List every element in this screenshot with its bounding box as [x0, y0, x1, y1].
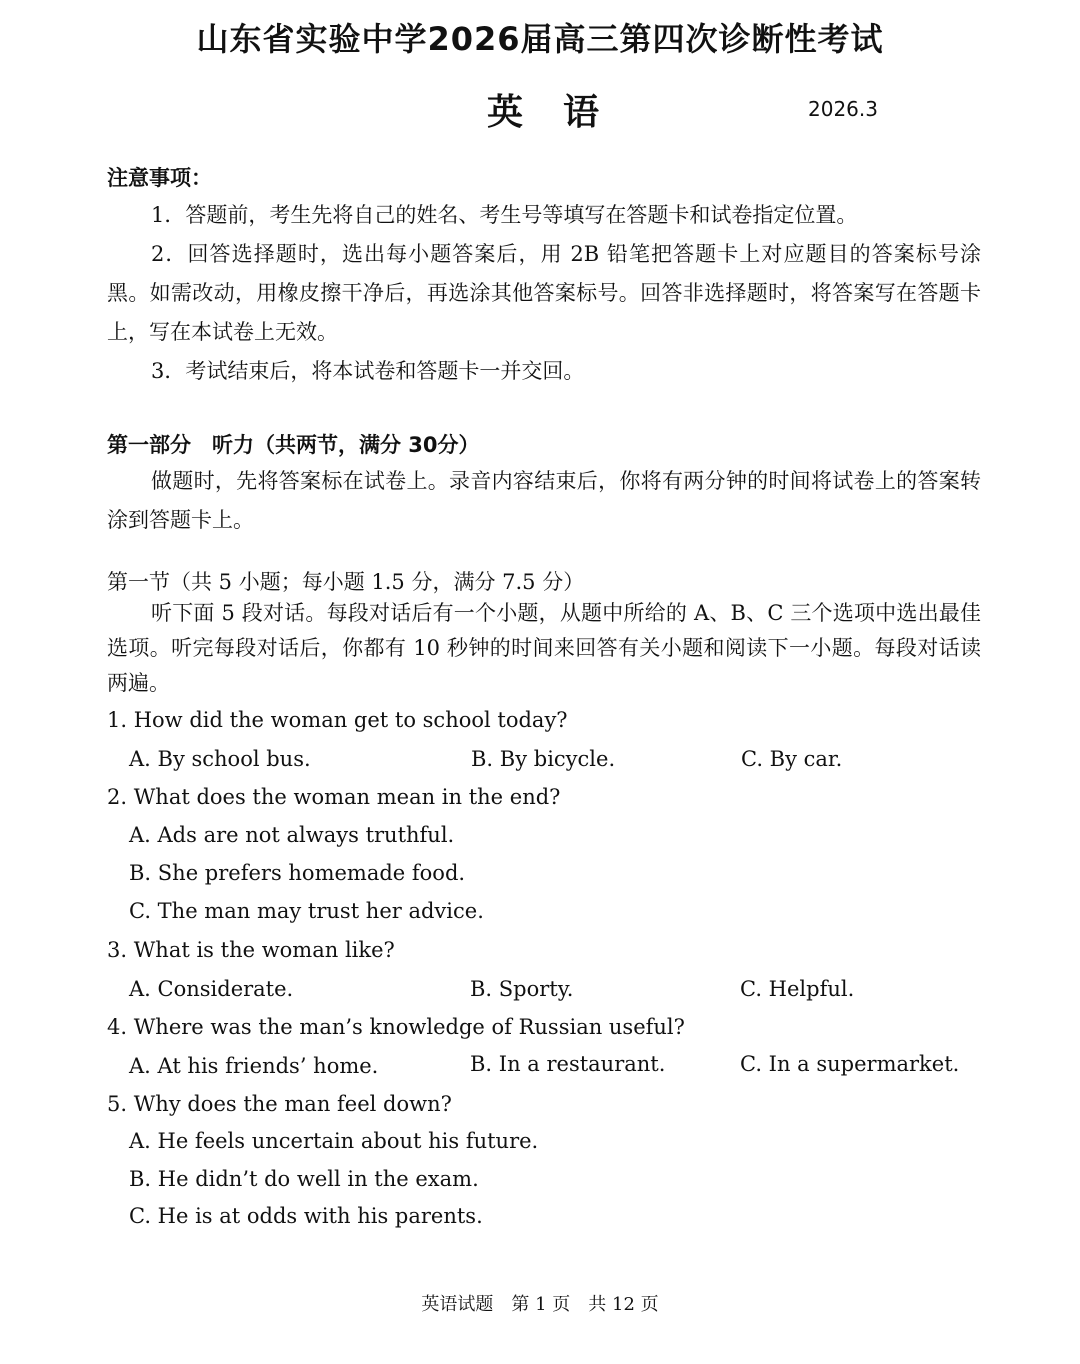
exam-date: 2026.3 — [808, 97, 878, 121]
option-c: C. The man may trust her advice. — [129, 899, 484, 923]
section1-heading: 第一节（共 5 小题；每小题 1.5 分，满分 7.5 分） — [107, 570, 585, 594]
option-a: A. He feels uncertain about his future. — [129, 1129, 539, 1153]
subject-title: 英语 — [487, 92, 640, 133]
option-a: A. At his friends’ home. — [129, 1054, 379, 1078]
option-b: B. He didn’t do well in the exam. — [129, 1167, 479, 1191]
option-c: C. By car. — [741, 747, 843, 771]
exam-title: 山东省实验中学2026届高三第四次诊断性考试 — [196, 20, 884, 58]
question-stem: 1. How did the woman get to school today? — [107, 708, 568, 732]
notice-list — [107, 196, 981, 391]
notice-item: 2．回答选择题时，选出每小题答案后，用 2B 铅笔把答题卡上对应题目的答案标号涂黑。如需改动，用橡皮擦干净后，再选涂其他答案标号。回答非选择题时，将答案写在答题卡上，写在本试卷上无效。 — [107, 242, 981, 344]
question-stem: 5. Why does the man feel down? — [107, 1092, 452, 1116]
part1-instruction-block — [107, 462, 981, 540]
option-c: C. He is at odds with his parents. — [129, 1204, 483, 1228]
notice-item: 1．答题前，考生先将自己的姓名、考生号等填写在答题卡和试卷指定位置。 — [151, 203, 858, 227]
page-footer: 英语试题 第 1 页 共 12 页 — [421, 1294, 659, 1315]
option-b: B. Sporty. — [470, 977, 574, 1001]
option-a: A. By school bus. — [129, 747, 311, 771]
part1-instruction: 做题时，先将答案标在试卷上。录音内容结束后，你将有两分钟的时间将试卷上的答案转涂到答题卡上。 — [107, 469, 981, 532]
option-b: B. By bicycle. — [471, 747, 616, 771]
option-c: C. In a supermarket. — [740, 1052, 960, 1076]
section1-instruction: 听下面 5 段对话。每段对话后有一个小题，从题中所给的 A、B、C 三个选项中选出最佳选项。听完每段对话后，你都有 10 秒钟的时间来回答有关小题和阅读下一小题。每段对话读两遍。 — [107, 601, 981, 695]
option-a: A. Considerate. — [129, 977, 294, 1001]
question-stem: 3. What is the woman like? — [107, 938, 395, 962]
option-b: B. She prefers homemade food. — [129, 861, 466, 885]
notice-item: 3．考试结束后，将本试卷和答题卡一并交回。 — [151, 359, 585, 383]
option-c: C. Helpful. — [740, 977, 855, 1001]
question-stem: 2. What does the woman mean in the end? — [107, 785, 561, 809]
option-b: B. In a restaurant. — [470, 1052, 666, 1076]
section1-instruction-block — [107, 596, 981, 701]
option-a: A. Ads are not always truthful. — [129, 823, 455, 847]
part1-heading: 第一部分 听力（共两节，满分 30分） — [107, 433, 480, 457]
question-stem: 4. Where was the man’s knowledge of Russian useful? — [107, 1015, 685, 1039]
notice-heading: 注意事项： — [107, 166, 212, 190]
